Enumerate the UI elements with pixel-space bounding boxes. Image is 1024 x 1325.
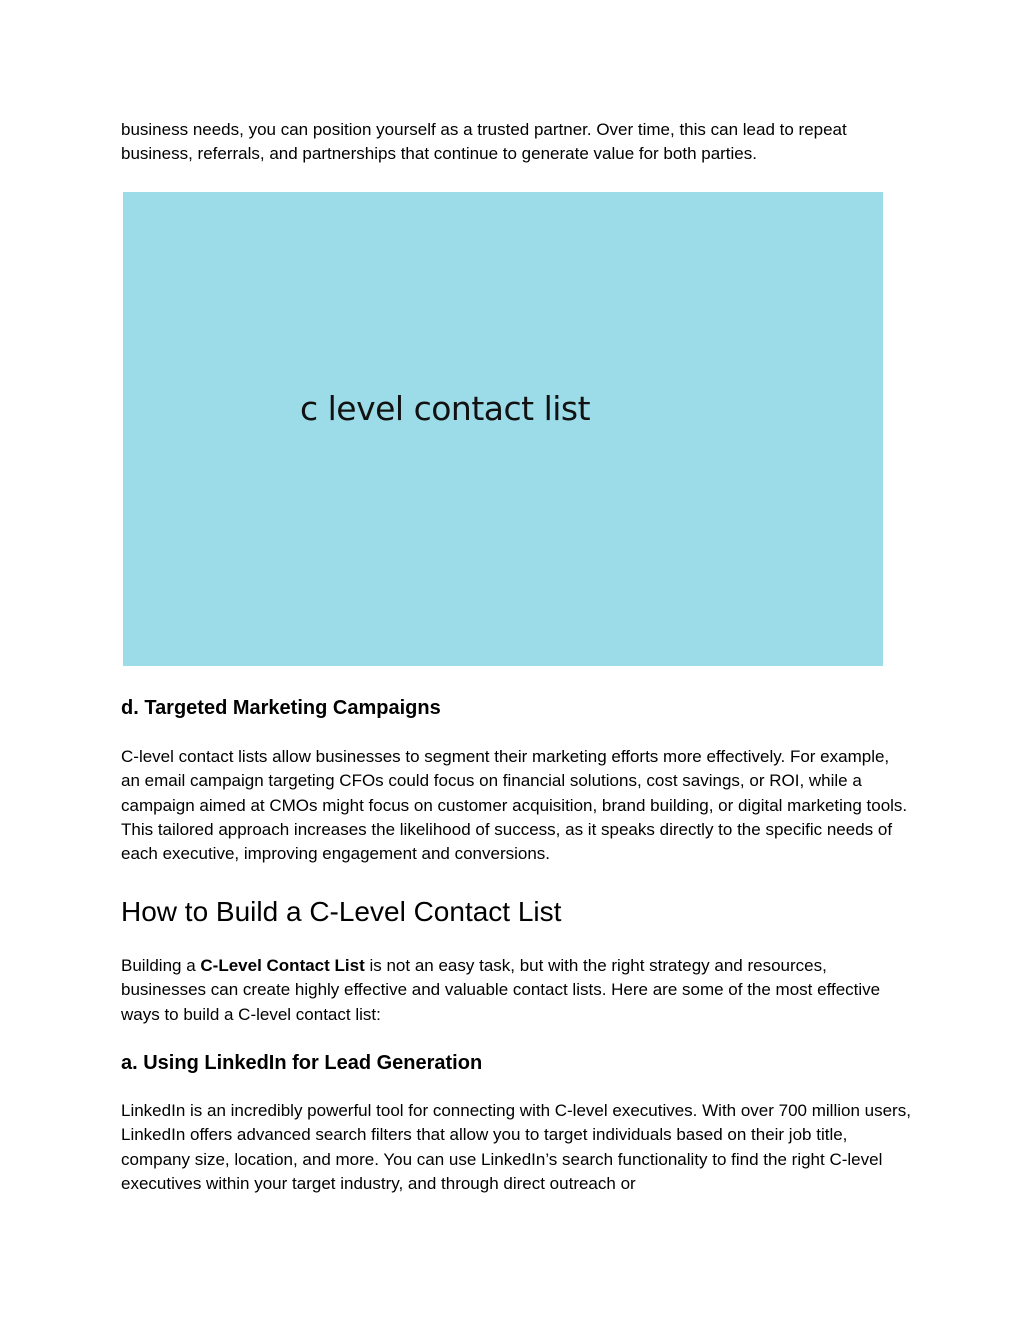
section-d-heading: d. Targeted Marketing Campaigns [121,697,441,719]
main-heading: How to Build a C-Level Contact List [121,896,562,927]
build-paragraph [121,954,911,1027]
section-a-paragraph: LinkedIn is an incredibly powerful tool for connecting with C-level executives. With over 700 million users, LinkedIn offers advanced search filters that allow you to target individuals based on their job title, company size, location, and more. You can use LinkedIn’s search functionality to find the right C-level executives within your target industry, and through direct outreach or [121,1101,911,1193]
contact-list-image [123,192,883,666]
build-paragraph-suffix: is not an easy task, but with the right strategy and resources, businesses can create highly effective and valuable contact lists. Here are some of the most effective ways to build a C-level contact list: [121,956,881,1024]
image-text: c level contact list [300,389,591,428]
intro-paragraph: business needs, you can position yourself as a trusted partner. Over time, this can lead to repeat business, referrals, and partnerships that continue to generate value for both parties. [121,120,847,164]
section-a-heading: a. Using LinkedIn for Lead Generation [121,1052,483,1074]
build-paragraph-bold: C-Level Contact List [200,956,365,975]
section-d-paragraph: C-level contact lists allow businesses to segment their marketing efforts more effectively. For example, an email campaign targeting CFOs could focus on financial solutions, cost savings, or ROI, while a campaign aimed at CMOs might focus on customer acquisition, brand building, or digital marketing tools. This tailored approach increases the likelihood of success, as it speaks directly to the specific needs of each executive, improving engagement and conversions. [121,747,908,864]
build-paragraph-prefix: Building a [121,956,201,975]
